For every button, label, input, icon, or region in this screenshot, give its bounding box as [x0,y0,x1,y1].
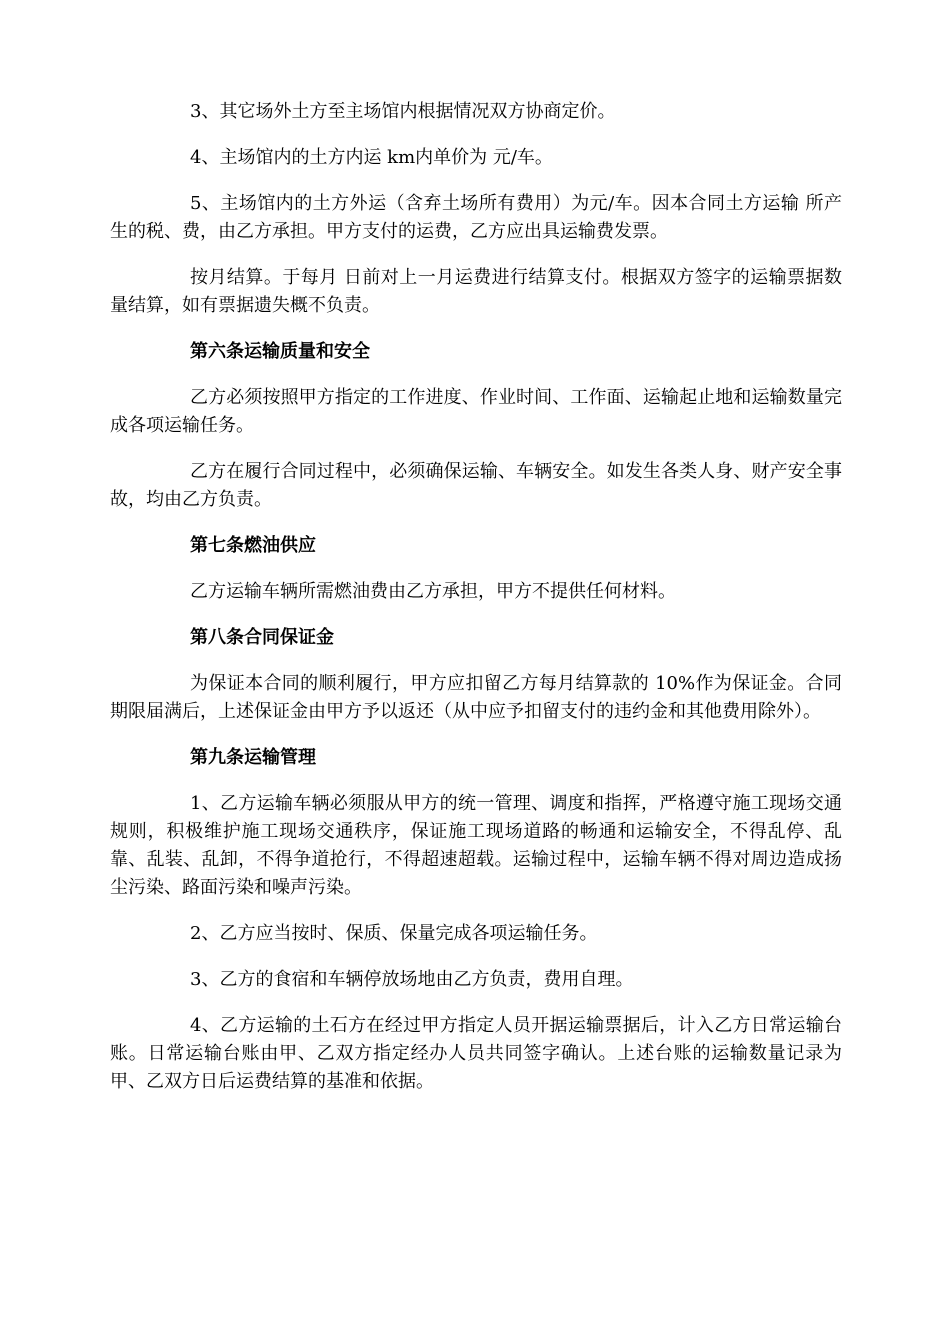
paragraph-monthly-settlement: 按月结算。于每月 日前对上一月运费进行结算支付。根据双方签字的运输票据数量结算，如有票据遗失概不负责。 [110,267,842,316]
paragraph-clause-4: 4、主场馆内的土方内运 km内单价为 元/车。 [190,147,553,168]
heading-article-8: 第八条合同保证金 [190,627,334,648]
document-body [110,98,842,1114]
paragraph-article-9-2: 2、乙方应当按时、保质、保量完成各项运输任务。 [190,923,598,944]
paragraph-article-9-4: 4、乙方运输的土石方在经过甲方指定人员开据运输票据后，计入乙方日常运输台账。日常运输台账由甲、乙双方指定经办人员共同签字确认。上述台账的运输数量记录为甲、乙双方日后运费结算的基准和依据。 [110,1015,842,1092]
paragraph-article-6-2: 乙方在履行合同过程中，必须确保运输、车辆安全。如发生各类人身、财产安全事故，均由乙方负责。 [110,461,842,510]
paragraph-article-9-1: 1、乙方运输车辆必须服从甲方的统一管理、调度和指挥，严格遵守施工现场交通规则，积极维护施工现场交通秩序，保证施工现场道路的畅通和运输安全，不得乱停、乱靠、乱装、乱卸，不得争道抢行，不得超速超载。运输过程中，运输车辆不得对周边造成扬尘污染、路面污染和噪声污染。 [110,793,842,898]
paragraph-article-6-1: 乙方必须按照甲方指定的工作进度、作业时间、工作面、运输起止地和运输数量完成各项运输任务。 [110,387,842,436]
paragraph-article-8: 为保证本合同的顺利履行，甲方应扣留乙方每月结算款的 10%作为保证金。合同期限届满后，上述保证金由甲方予以返还（从中应予扣留支付的违约金和其他费用除外）。 [110,673,842,722]
heading-article-6: 第六条运输质量和安全 [190,341,370,362]
paragraph-clause-3: 3、其它场外土方至主场馆内根据情况双方协商定价。 [190,101,616,122]
heading-article-9: 第九条运输管理 [190,747,316,768]
heading-article-7: 第七条燃油供应 [190,535,316,556]
paragraph-article-7: 乙方运输车辆所需燃油费由乙方承担，甲方不提供任何材料。 [190,581,676,602]
paragraph-article-9-3: 3、乙方的食宿和车辆停放场地由乙方负责，费用自理。 [190,969,634,990]
paragraph-clause-5: 5、主场馆内的土方外运（含弃土场所有费用）为元/车。因本合同土方运输 所产生的税、费，由乙方承担。甲方支付的运费，乙方应出具运输费发票。 [110,193,842,242]
